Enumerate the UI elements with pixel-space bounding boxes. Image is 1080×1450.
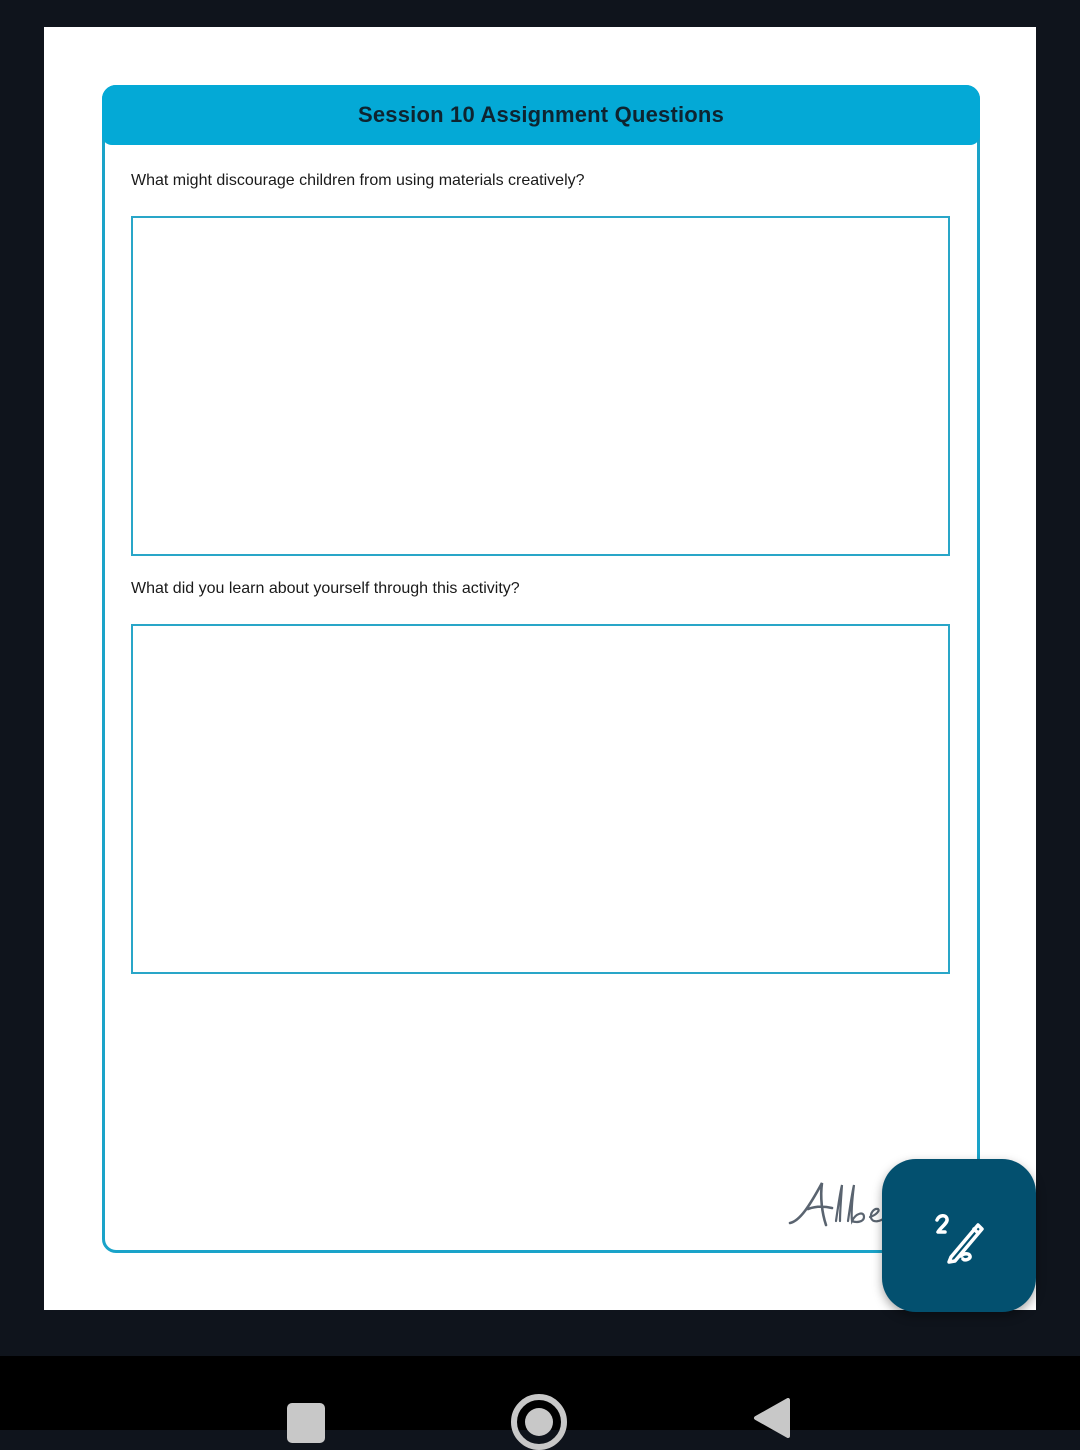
edit-pen-icon — [931, 1208, 987, 1264]
assignment-header — [102, 85, 980, 145]
page-title: Session 10 Assignment Questions — [357, 102, 725, 127]
edit-fab-button[interactable] — [882, 1159, 1036, 1312]
home-circle-icon[interactable] — [511, 1394, 567, 1450]
question-2-label: What did you learn about yourself through this activity? — [131, 580, 520, 597]
answer-field-2[interactable] — [131, 624, 950, 974]
system-navigation-bar — [0, 1356, 1080, 1430]
question-1-label: What might discourage children from using materials creatively? — [131, 172, 585, 189]
signature-logo — [786, 1175, 896, 1235]
document-page — [44, 27, 1036, 1310]
answer-field-1[interactable] — [131, 216, 950, 556]
back-triangle-icon[interactable] — [752, 1398, 792, 1438]
recents-square-icon[interactable] — [287, 1403, 325, 1443]
home-circle-inner — [525, 1408, 553, 1436]
